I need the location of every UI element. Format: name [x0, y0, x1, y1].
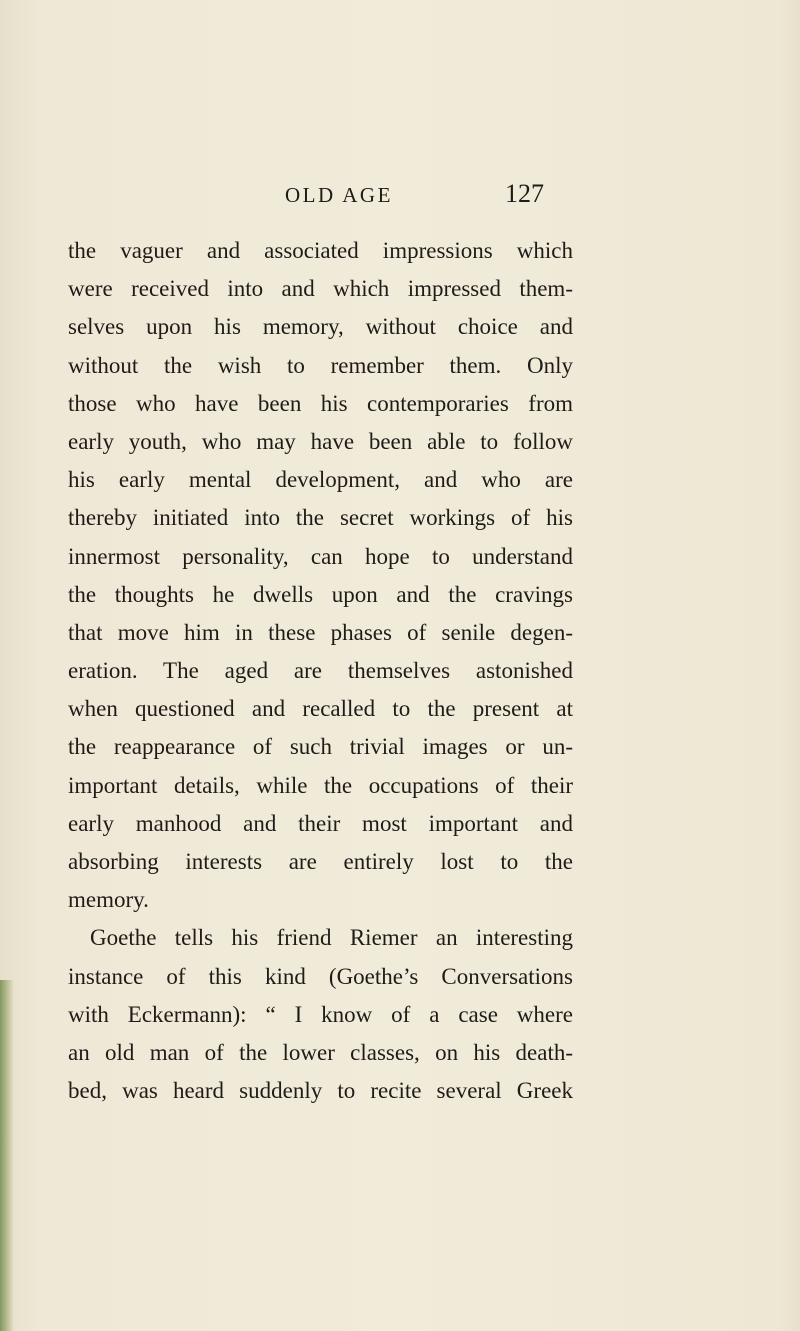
text-line: were received into and which impressed them-: [68, 276, 573, 302]
text-line: eration. The aged are themselves astonished: [68, 658, 573, 684]
running-head-title: OLD AGE: [285, 183, 393, 207]
text-line: early manhood and their most important and: [68, 810, 573, 836]
text-line: selves upon his memory, without choice and: [68, 314, 573, 340]
text-line: memory.: [68, 887, 149, 913]
text-line: the vaguer and associated impressions which: [68, 238, 573, 263]
text-line: bed, was heard suddenly to recite several Greek: [68, 1078, 573, 1104]
text-line: with Eckermann): “ I know of a case where: [68, 1001, 573, 1027]
body-text: [68, 232, 573, 1110]
text-line: thereby initiated into the secret workings of his: [68, 505, 573, 531]
paragraph-first-line: Goethe tells his friend Riemer an interesting: [90, 925, 573, 951]
text-line: when questioned and recalled to the present at: [68, 696, 573, 722]
text-line: the reappearance of such trivial images or un-: [68, 734, 573, 760]
page-edge-shadow: [0, 980, 14, 1331]
text-line: the thoughts he dwells upon and the cravings: [68, 581, 573, 607]
text-line: those who have been his contemporaries from: [68, 390, 573, 416]
text-line: early youth, who may have been able to follow: [68, 428, 573, 454]
text-line: absorbing interests are entirely lost to the: [68, 849, 573, 874]
text-line: his early mental development, and who are: [68, 467, 573, 493]
text-line: instance of this kind (Goethe’s Conversations: [68, 963, 573, 989]
text-line: important details, while the occupations of their: [68, 772, 573, 798]
text-line: that move him in these phases of senile degen-: [68, 619, 573, 645]
text-line: innermost personality, can hope to understand: [68, 543, 573, 569]
running-head: [0, 175, 800, 215]
text-line: without the wish to remember them. Only: [68, 352, 573, 378]
text-line: an old man of the lower classes, on his death-: [68, 1039, 573, 1065]
page-number: 127: [505, 179, 544, 208]
